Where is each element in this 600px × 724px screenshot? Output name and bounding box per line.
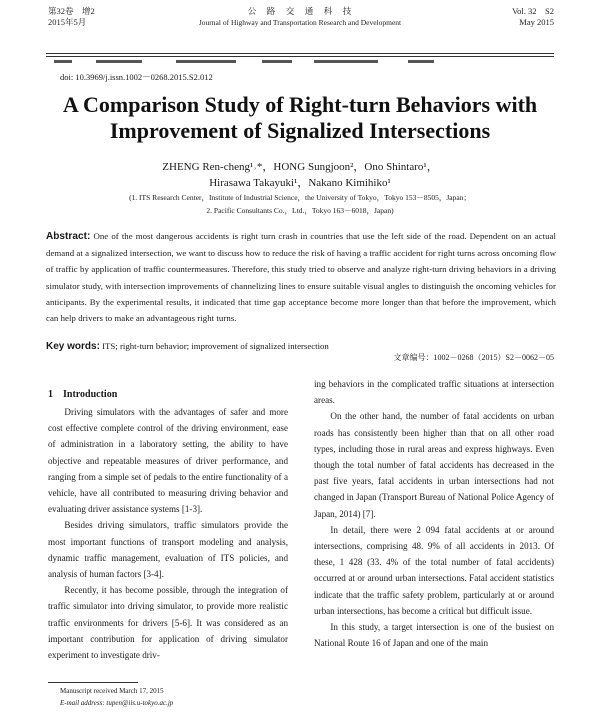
header-left-line1: 第32卷 增2 bbox=[48, 6, 95, 16]
header-volume-en bbox=[512, 6, 554, 28]
doi: doi: 10.3969/j.issn.1002－0268.2015.S2.012 bbox=[60, 72, 213, 82]
paragraph: In detail, there were 2 094 fatal accidents at or around intersections, comprising 48. 9% of all accidents in 2013. Of these, 1 428 (33. 4% of the total number of fatal accidents) occurred at or around urban intersections. Fatal accident statistics indicate that the traffic safety problem, particularly at or around urban intersections, has become a critical but difficult issue. bbox=[314, 524, 554, 616]
paragraph: In this study, a target intersection is one of the busiest on National Route 16 of Japan and one of the main bbox=[314, 622, 554, 649]
paragraph: Driving simulators with the advantages of safer and more cost effective complete control of the driving environment, ease of administration in a laboratory setting, the ability to have objective and repeatable measures of driver performance, and ranging from a simple set of pedals to the entire functionality of a vehicle, have all contributed to measuring driving behavior and evaluating driver assistance systems [1-3]. bbox=[48, 407, 288, 515]
header-journal-en: Journal of Highway and Transportation Research and Development bbox=[198, 18, 402, 27]
header-dash-decoration bbox=[408, 60, 434, 63]
paragraph: Besides driving simulators, traffic simulators provide the most important functions of transport modeling and analysis, dynamic traffic management, evaluation of ITS policies, and analysis of human factors [3-4]. bbox=[48, 520, 288, 580]
paper-title-line1: A Comparison Study of Right-turn Behaviors with bbox=[62, 92, 538, 117]
footnote-rule bbox=[48, 682, 138, 683]
header-rule-bottom bbox=[46, 56, 554, 57]
header-right-line1: Vol. 32 S2 bbox=[512, 6, 554, 16]
header-dash-decoration bbox=[96, 60, 142, 63]
footnote-received: Manuscript received March 17, 2015 bbox=[60, 687, 164, 695]
footnote-email: E-mail address: tupen@iis.u-tokyo.ac.jp bbox=[60, 699, 174, 707]
header-journal bbox=[0, 6, 600, 28]
section-heading-introduction: 1 Introduction bbox=[48, 389, 118, 400]
affiliation-line1: (1. ITS Research Center，Institute of Industrial Science，the University of Tokyo，Tokyo 153－8505，Japan； bbox=[129, 193, 471, 202]
header-dash-decoration bbox=[54, 60, 72, 63]
keywords-label: Key words: bbox=[46, 341, 100, 352]
paragraph-continuation: ing behaviors in the complicated traffic situations at intersection areas. bbox=[314, 379, 554, 406]
abstract-text: One of the most dangerous accidents is right turn crash in countries that use the left side of the road. Dependent on an actual demand at a signalized intersection, we want to discuss how to reduce the risk of having a traffic accident for right turns across oncoming flow of traffic by application of traffic countermeasures. Therefore, this study tried to observe and analyze right-turn driving behaviors in a driving simulator study, with intersection improvements of channelizing lines to ensure suitable visual angles to distinguish the oncoming vehicles for anticipants. By the experimental results, it indicated that time gap acceptance become more longer than that before the improvement, which can help drivers to make an advantageous right turns. bbox=[46, 231, 556, 324]
header-dash-decoration bbox=[314, 60, 378, 63]
authors-line2: Hirasawa Takayuki¹，Nakano Kimihiko¹ bbox=[209, 177, 391, 189]
header-dash-decoration bbox=[176, 60, 236, 63]
abstract bbox=[46, 228, 556, 326]
header-right-line2: May 2015 bbox=[519, 17, 554, 27]
header-left-line2: 2015年5月 bbox=[48, 17, 87, 27]
article-number: 文章编号：1002－0268（2015）S2－0062－05 bbox=[393, 353, 554, 362]
authors-line1: ZHENG Ren-cheng¹˒*，HONG Sungjoon²，Ono Shintaro¹， bbox=[162, 161, 438, 173]
affiliation-line2: 2. Pacific Consultants Co.，Ltd.，Tokyo 163－6018，Japan) bbox=[206, 206, 394, 215]
paper-title-line2: Improvement of Signalized Intersections bbox=[109, 118, 491, 143]
header-rule-top bbox=[46, 53, 554, 54]
paragraph: On the other hand, the number of fatal accidents on urban roads has consistently been higher than that on all other road types, including those in rural areas and express highways. Even though the total number of fatal accidents has decreased in the past five years, fatal accidents in urban intersections had not changed in Japan (Transport Bureau of National Police Agency of Japan, 2014) [7]. bbox=[314, 411, 554, 519]
right-column bbox=[314, 376, 554, 651]
left-column bbox=[48, 404, 288, 663]
header-journal-cn: 公 路 交 通 科 技 bbox=[247, 6, 353, 16]
paragraph: Recently, it has become possible, through the integration of traffic simulator into driving simulator, to provide more realistic traffic environments for drivers [5-6]. It was considered as an important contribution for application of driving simulator experiment to investigate driv- bbox=[48, 585, 288, 661]
header-dash-decoration bbox=[262, 60, 292, 63]
keywords-text: ITS; right-turn behavior; improvement of signalized intersection bbox=[102, 341, 329, 351]
abstract-label: Abstract: bbox=[46, 231, 91, 242]
